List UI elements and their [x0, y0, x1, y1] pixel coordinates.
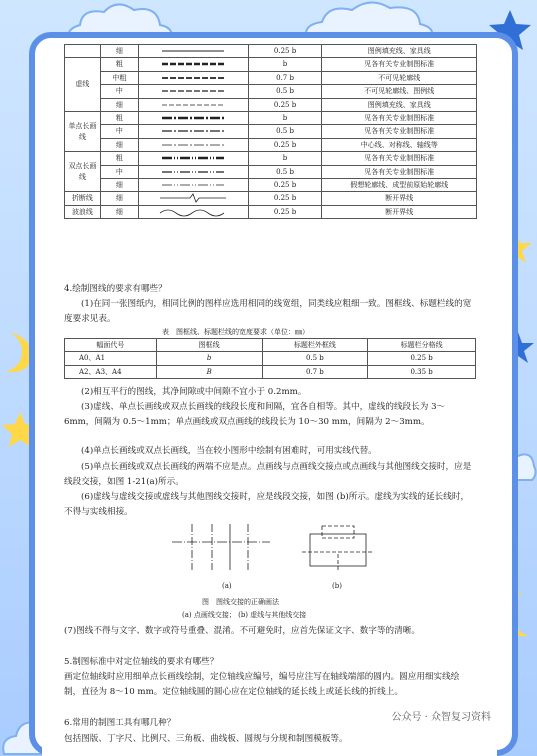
line-width-cell: 0.5 b: [248, 125, 322, 138]
q6-title: 6.常用的制图工具有哪几种？: [64, 718, 176, 728]
line-usage-cell: 见各有关专业制图标准: [322, 165, 477, 178]
line-usage-cell: 假想轮廓线、成型前原始轮廓线: [322, 179, 477, 192]
line-sample-cell: [138, 192, 248, 205]
line-sample-icon: [158, 153, 228, 163]
q4-paragraph-6: (6)虚线与虚线交接或虚线与其他图线交接时，应是线段交接，如图 (b)所示。虚线为实线的延长线时，不得与实线相接。: [64, 492, 470, 517]
q4-paragraph-3: (3)虚线、单点长画线或双点长画线的线段长度和间隔，宜各自相等。其中，虚线的线段长为 3～6mm，间隔为 0.5～1mm；单点画线或双点画线的线段长为 10～30 mm，间隔为 2～3mm。: [64, 402, 446, 427]
line-sample-icon: [158, 167, 228, 177]
line-sample-icon: [158, 73, 228, 83]
line-sample-cell: [138, 71, 248, 84]
table-row: [65, 205, 477, 218]
line-sample-icon: [158, 193, 228, 203]
line-group-cell: 折断线: [65, 192, 101, 205]
line-group-cell: [65, 45, 101, 58]
frame-width-table: [64, 338, 476, 379]
line-weight-cell: 粗: [100, 112, 138, 125]
line-sample-cell: [138, 58, 248, 71]
table-cell: B: [156, 365, 262, 378]
line-weight-cell: 细: [100, 138, 138, 151]
line-width-cell: 0.5 b: [248, 85, 322, 98]
line-sample-cell: [138, 205, 248, 218]
table-cell: 0.25 b: [368, 352, 476, 365]
line-sample-icon: [158, 207, 228, 217]
table-row: [65, 179, 477, 192]
q4-paragraph-4: (4)单点长画线或双点长画线，当在较小图形中绘制有困难时，可用实线代替。: [81, 446, 377, 456]
line-group-cell: 单点长画线: [65, 112, 101, 152]
q4-paragraph-5: (5)单点长画线或双点长画线的两端不应是点。点画线与点画线交接点或点画线与其他图线交接时，应是线段交接，如图 1-21(a)所示。: [64, 462, 472, 487]
line-width-cell: b: [248, 112, 322, 125]
table-row: [65, 71, 477, 84]
document-page: [42, 44, 497, 756]
line-sample-icon: [158, 180, 228, 190]
line-width-cell: 0.5 b: [248, 165, 322, 178]
line-width-cell: 0.25 b: [248, 192, 322, 205]
line-group-cell: 虚线: [65, 58, 101, 112]
line-sample-icon: [158, 46, 228, 56]
line-sample-cell: [138, 125, 248, 138]
figure-title: 图 图线交接的正确画法: [202, 598, 279, 606]
watermark: 公众号 · 众智复习资料: [391, 712, 491, 723]
q5-title: 5.制图标准中对定位轴线的要求有哪些？: [64, 657, 219, 667]
line-weight-cell: 细: [100, 205, 138, 218]
line-usage-cell: 断开界线: [322, 192, 477, 205]
line-weight-cell: 中: [100, 165, 138, 178]
line-junction-figure: [162, 518, 382, 580]
table-row: [65, 165, 477, 178]
line-sample-icon: [158, 100, 228, 110]
line-sample-cell: [138, 45, 248, 58]
line-usage-cell: 见各有关专业制图标准: [322, 58, 477, 71]
q4-paragraph-1: (1)在同一张图纸内，相同比例的图样应选用相同的线宽组，同类线应粗细一致。图框线、标题栏线的宽度要求见表。: [64, 299, 472, 324]
table-row: [65, 98, 477, 111]
line-type-table: [64, 44, 477, 219]
line-width-cell: 0.7 b: [248, 71, 322, 84]
line-sample-icon: [158, 86, 228, 96]
line-sample-icon: [158, 113, 228, 123]
line-weight-cell: 粗: [100, 58, 138, 71]
line-width-cell: b: [248, 58, 322, 71]
table-cell: 0.35 b: [368, 365, 476, 378]
line-width-cell: 0.25 b: [248, 98, 322, 111]
table-row: [65, 192, 477, 205]
line-sample-cell: [138, 112, 248, 125]
table-row: [65, 45, 477, 58]
line-sample-icon: [158, 59, 228, 69]
table-row: [65, 85, 477, 98]
table-row: [65, 138, 477, 151]
line-sample-cell: [138, 138, 248, 151]
table-cell: A0、A1: [65, 352, 157, 365]
line-usage-cell: 不可见轮廓线、图例线: [322, 85, 477, 98]
line-width-cell: 0.25 b: [248, 45, 322, 58]
line-weight-cell: 中粗: [100, 71, 138, 84]
line-width-cell: 0.25 b: [248, 179, 322, 192]
line-usage-cell: 见各有关专业制图标准: [322, 125, 477, 138]
line-usage-cell: 见各有关专业制图标准: [322, 152, 477, 165]
line-width-cell: 0.25 b: [248, 205, 322, 218]
frame-table-caption: 表 图框线、标题栏线的宽度要求（单位：㎜）: [162, 328, 309, 336]
header-cell: 图框线: [156, 339, 262, 352]
line-usage-cell: 见各有关专业制图标准: [322, 112, 477, 125]
q5-paragraph-1: 画定位轴线时应用细单点长画线绘制，定位轴线应编号，编号应注写在轴线端部的圆内。圆应用细实线绘制，直径为 8～10 mm。定位轴线圆的圆心应在定位轴线的延长线上或延长线的折线上。: [64, 672, 460, 697]
table-row: [65, 112, 477, 125]
line-sample-cell: [138, 152, 248, 165]
line-group-cell: 波浪线: [65, 205, 101, 218]
line-width-cell: 0.25 b: [248, 138, 322, 151]
q4-title: 4.绘制图线的要求有哪些？: [64, 284, 167, 294]
line-sample-cell: [138, 85, 248, 98]
line-usage-cell: 图例填充线、家具线: [322, 98, 477, 111]
q4-paragraph-2: (2)相互平行的图线，其净间隙或中间隙不宜小于 0.2mm。: [81, 387, 307, 397]
line-group-cell: 双点长画线: [65, 152, 101, 192]
line-usage-cell: 中心线、对称线、轴线等: [322, 138, 477, 151]
header-cell: 标题栏外框线: [262, 339, 368, 352]
line-sample-cell: [138, 98, 248, 111]
table-row: [65, 152, 477, 165]
header-cell: 幅面代号: [65, 339, 157, 352]
line-sample-icon: [158, 126, 228, 136]
table-row: [65, 58, 477, 71]
q4-paragraph-7: (7)图线不得与文字、数字或符号重叠、混淆。不可避免时，应首先保证文字、数字等的清晰。: [64, 626, 420, 636]
line-weight-cell: 细: [100, 98, 138, 111]
line-usage-cell: 断开界线: [322, 205, 477, 218]
figure-label-a: (a): [222, 582, 232, 590]
table-cell: A2、A3、A4: [65, 365, 157, 378]
line-weight-cell: 中: [100, 85, 138, 98]
line-sample-cell: [138, 165, 248, 178]
line-weight-cell: 细: [100, 192, 138, 205]
figure-subtitle: (a) 点画线交接； (b) 虚线与其他线交接: [182, 611, 307, 619]
q6-paragraph-1: 包括图版、丁字尺、比例尺、三角板、曲线板、圆规与分规和制图模板等。: [64, 734, 348, 744]
table-row: [65, 125, 477, 138]
line-weight-cell: 粗: [100, 152, 138, 165]
header-cell: 标题栏分格线: [368, 339, 476, 352]
line-usage-cell: 图例填充线、家具线: [322, 45, 477, 58]
table-cell: b: [156, 352, 262, 365]
table-cell: 0.5 b: [262, 352, 368, 365]
line-weight-cell: 细: [100, 45, 138, 58]
line-weight-cell: 细: [100, 179, 138, 192]
figure-label-b: (b): [332, 582, 342, 590]
line-sample-cell: [138, 179, 248, 192]
line-usage-cell: 不可见轮廓线: [322, 71, 477, 84]
line-width-cell: b: [248, 152, 322, 165]
table-cell: 0.7 b: [262, 365, 368, 378]
line-weight-cell: 中: [100, 125, 138, 138]
line-sample-icon: [158, 140, 228, 150]
